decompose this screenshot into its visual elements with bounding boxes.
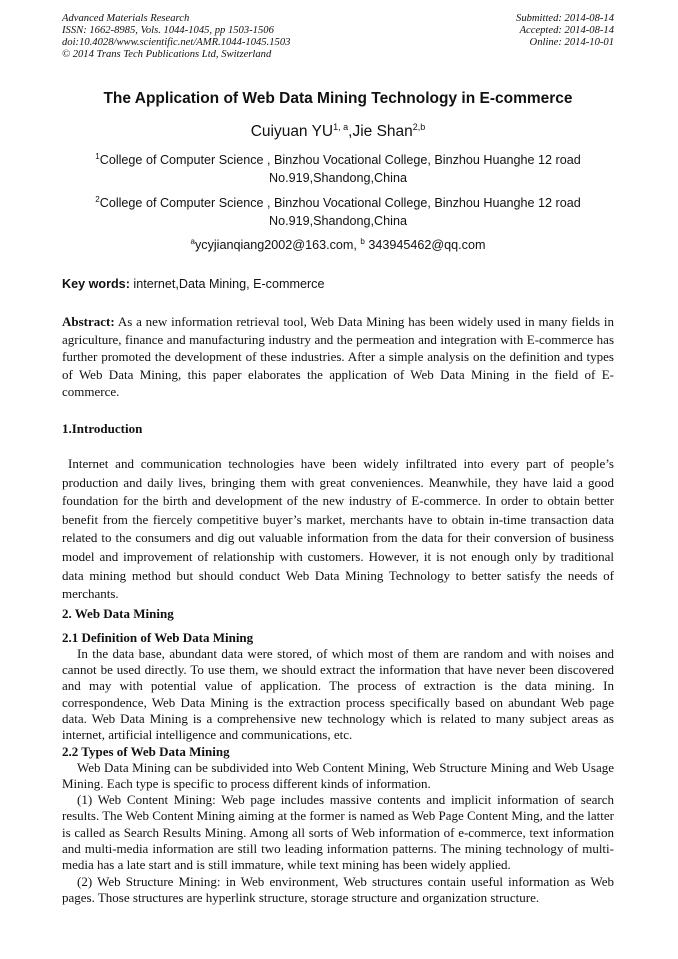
doi: doi:10.4028/www.scientific.net/AMR.1044-1045.1503 <box>62 37 291 48</box>
email-a-sup: a <box>190 236 195 246</box>
web-content-mining-paragraph: (1) Web Content Mining: Web page includes massive contents and implicit information of search results. The Web Content Mining aiming at the former is named as Web Page Content Ming, and the latter is called as Search Results Mining. Among all sorts of Web information of e-commerce, text information and multi-media information are still two leading information patterns. The mining technology of multi-media has a late start and is still immature, while text mining has been widely applied. <box>62 792 614 873</box>
authors <box>62 123 614 141</box>
web-structure-mining-paragraph: (2) Web Structure Mining: in Web environment, Web structures contain useful information as Web pages. Those structures are hyperlink structure, storage structure and organization structure. <box>62 873 614 905</box>
affiliation-2 <box>92 194 584 230</box>
paper-body <box>62 90 614 906</box>
emails <box>62 236 614 254</box>
section-2-1-paragraph: In the data base, abundant data were stored, of which most of them are random and with noises and cannot be used directly. To use them, we should extract the information that have never been discovered and may with potential value of application. The process of extraction is the data mining. In correspondence, Web Data Mining is the extraction process specifically based on abundant Web page data. Web Data Mining is a comprehensive new technology which is related to many subject areas as internet, artificial intelligence and communications, etc. <box>62 645 614 743</box>
dates <box>516 13 614 49</box>
paper-title: The Application of Web Data Mining Technology in E-commerce <box>103 90 573 107</box>
online-date: Online: 2014-10-01 <box>529 37 614 48</box>
author-2-sup: 2,b <box>412 121 426 132</box>
copyright: © 2014 Trans Tech Publications Ltd, Switzerland <box>62 49 272 60</box>
section-2-2-heading: 2.2 Types of Web Data Mining <box>62 743 230 759</box>
author-sep: , <box>348 123 353 140</box>
keywords-text: internet,Data Mining, E-commerce <box>129 277 325 291</box>
aff-1-text: College of Computer Science , Binzhou Vocational College, Binzhou Huanghe 12 road No.919,Shandong,China <box>99 153 581 185</box>
section-2-2-paragraph: Web Data Mining can be subdivided into Web Content Mining, Web Structure Mining and Web Usage Mining. Each type is specific to process different kinds of information. <box>62 759 614 791</box>
journal-name: Advanced Materials Research <box>62 13 190 24</box>
author-2: Jie Shan <box>352 123 413 140</box>
author-1: Cuiyuan YU <box>250 123 334 140</box>
author-1-sup: 1, a <box>333 121 349 132</box>
section-2-1-heading: 2.1 Definition of Web Data Mining <box>62 629 254 645</box>
keywords-label: Key words: <box>62 277 130 291</box>
aff-2-sup: 2 <box>95 194 100 204</box>
affiliation-1 <box>92 151 584 187</box>
intro-heading: 1.Introduction <box>62 420 143 436</box>
keywords <box>62 275 614 293</box>
aff-2-text: College of Computer Science , Binzhou Vocational College, Binzhou Huanghe 12 road No.919,Shandong,China <box>99 196 581 228</box>
submitted-date: Submitted: 2014-08-14 <box>516 13 614 24</box>
email-a: ycyjianqiang2002@163.com, <box>194 238 361 252</box>
abstract-text: As a new information retrieval tool, Web Data Mining has been widely used in many fields in agriculture, finance and manufacturing industry and the permeation and integration with E-commerce has further promoted the development of these industries. After a simple analysis on the definition and types of Web Data Mining, this paper elaborates the application of Web Data Mining in the field of E-commerce. <box>62 314 614 400</box>
abstract <box>62 313 614 401</box>
abstract-label: Abstract: <box>62 314 115 329</box>
email-b: 343945462@qq.com <box>364 238 486 252</box>
section-2-heading: 2. Web Data Mining <box>62 605 174 621</box>
intro-paragraph: Internet and communication technologies have been widely infiltrated into every part of people’s production and daily lives, bringing them with great conveniences. Meanwhile, they have laid a good foundation for the birth and development of the new industry of E-commerce. In order to obtain better benefit from the fiercely competitive buyer’s market, merchants have to obtain in-time transaction data related to the consumers and dig out valuable information from the data for their conversion of business model and improvement of relationship with customers. However, it is not enough only by traditional data mining method but should conduct Web Data Mining Technology to better satisfy the needs of merchants. <box>62 455 614 602</box>
issn: ISSN: 1662-8985, Vols. 1044-1045, pp 1503-1506 <box>62 25 274 36</box>
aff-1-sup: 1 <box>95 151 100 161</box>
accepted-date: Accepted: 2014-08-14 <box>519 25 614 36</box>
journal-info <box>62 13 290 61</box>
email-b-sup: b <box>360 236 365 246</box>
